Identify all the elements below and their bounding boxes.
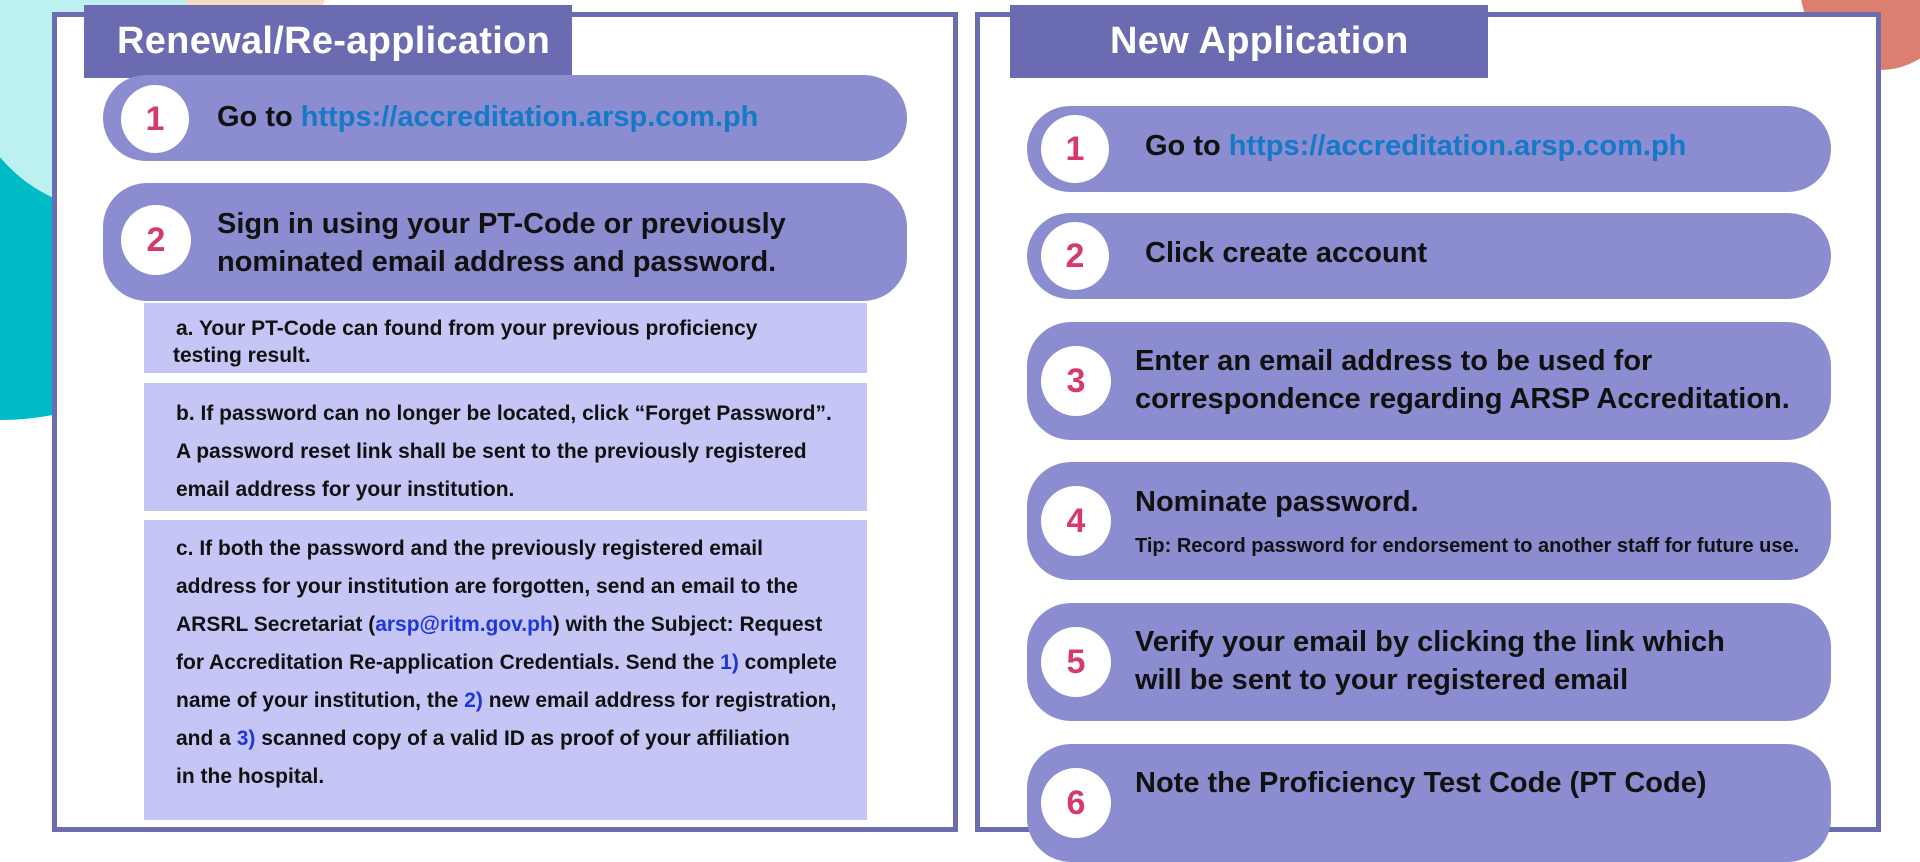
list-marker: 2) bbox=[464, 689, 483, 712]
step-text: Click create account bbox=[1145, 237, 1428, 269]
note-text: ) with the Subject: Request bbox=[552, 613, 823, 636]
step-prefix: Go to bbox=[217, 101, 301, 133]
note-text: scanned copy of a valid ID as proof of your affiliation bbox=[255, 727, 790, 750]
new-step-6 bbox=[1027, 744, 1831, 862]
renewal-step-2 bbox=[103, 183, 907, 301]
step-text bbox=[1135, 484, 1799, 564]
note-line bbox=[176, 606, 867, 644]
note-text: ARSRL Secretariat ( bbox=[176, 613, 376, 636]
note-text: name of your institution, the bbox=[176, 689, 465, 712]
step-line: Enter an email address to be used for bbox=[1135, 345, 1653, 377]
step-text bbox=[1135, 623, 1725, 699]
step-number-badge: 4 bbox=[1041, 486, 1111, 556]
password-tip: Tip: Record password for endorsement to another staff for future use. bbox=[1135, 535, 1800, 557]
note-line: a. Your PT-Code can found from your previous proficiency bbox=[176, 317, 758, 340]
list-marker: 3) bbox=[236, 727, 256, 750]
note-line bbox=[176, 720, 867, 758]
accreditation-link[interactable]: https://accreditation.arsp.com.ph bbox=[300, 101, 759, 133]
step-line: will be sent to your registered email bbox=[1135, 664, 1629, 696]
step-text bbox=[217, 205, 786, 281]
note-line: b. If password can no longer be located, click “Forget Password”. bbox=[176, 402, 832, 425]
step-line: Note the Proficiency Test Code (PT Code) bbox=[1135, 767, 1707, 799]
note-line bbox=[176, 644, 867, 682]
new-application-panel-title: New Application bbox=[1010, 5, 1488, 78]
step-number-badge: 5 bbox=[1041, 627, 1111, 697]
note-line: A password reset link shall be sent to the previously registered bbox=[176, 440, 807, 463]
note-text: and a bbox=[176, 727, 237, 750]
renewal-step-1 bbox=[103, 75, 907, 161]
step-text bbox=[1135, 764, 1706, 802]
step-line: Sign in using your PT-Code or previously bbox=[217, 208, 786, 240]
note-c bbox=[144, 520, 867, 820]
step-number-badge: 1 bbox=[121, 85, 189, 153]
step-text bbox=[217, 101, 758, 134]
note-line: c. If both the password and the previously registered email bbox=[176, 537, 763, 560]
accreditation-link[interactable]: https://accreditation.arsp.com.ph bbox=[1228, 130, 1687, 162]
step-number-badge: 6 bbox=[1041, 768, 1111, 838]
new-step-3 bbox=[1027, 322, 1831, 440]
new-step-4 bbox=[1027, 462, 1831, 580]
note-text: new email address for registration, bbox=[482, 689, 837, 712]
note-line bbox=[176, 682, 867, 720]
renewal-panel bbox=[52, 12, 958, 832]
step-number-badge: 1 bbox=[1041, 115, 1109, 183]
note-line: address for your institution are forgotten, send an email to the bbox=[176, 575, 798, 598]
note-line: in the hospital. bbox=[176, 765, 325, 788]
list-marker: 1) bbox=[720, 651, 739, 674]
note-text: for Accreditation Re-application Credentials. Send the bbox=[176, 651, 721, 674]
note-line: testing result. bbox=[173, 344, 311, 367]
step-number-badge: 2 bbox=[121, 205, 191, 275]
step-text bbox=[1135, 342, 1790, 418]
step-line: Nominate password. bbox=[1135, 486, 1419, 518]
new-step-1 bbox=[1027, 106, 1831, 192]
note-line: email address for your institution. bbox=[176, 478, 515, 501]
step-prefix: Go to bbox=[1145, 130, 1229, 162]
secretariat-email-link[interactable]: arsp@ritm.gov.ph bbox=[375, 613, 553, 636]
step-line: Verify your email by clicking the link which bbox=[1135, 626, 1725, 658]
step-line: nominated email address and password. bbox=[217, 246, 777, 278]
renewal-panel-title: Renewal/Re-application bbox=[84, 5, 572, 78]
step-text bbox=[1145, 130, 1686, 163]
note-b bbox=[144, 383, 867, 511]
new-step-5 bbox=[1027, 603, 1831, 721]
new-step-2 bbox=[1027, 213, 1831, 299]
step-number-badge: 2 bbox=[1041, 222, 1109, 290]
note-a bbox=[144, 303, 867, 373]
step-number-badge: 3 bbox=[1041, 346, 1111, 416]
note-text: complete bbox=[738, 651, 837, 674]
step-line: correspondence regarding ARSP Accreditation. bbox=[1135, 383, 1790, 415]
new-application-panel bbox=[975, 12, 1881, 832]
